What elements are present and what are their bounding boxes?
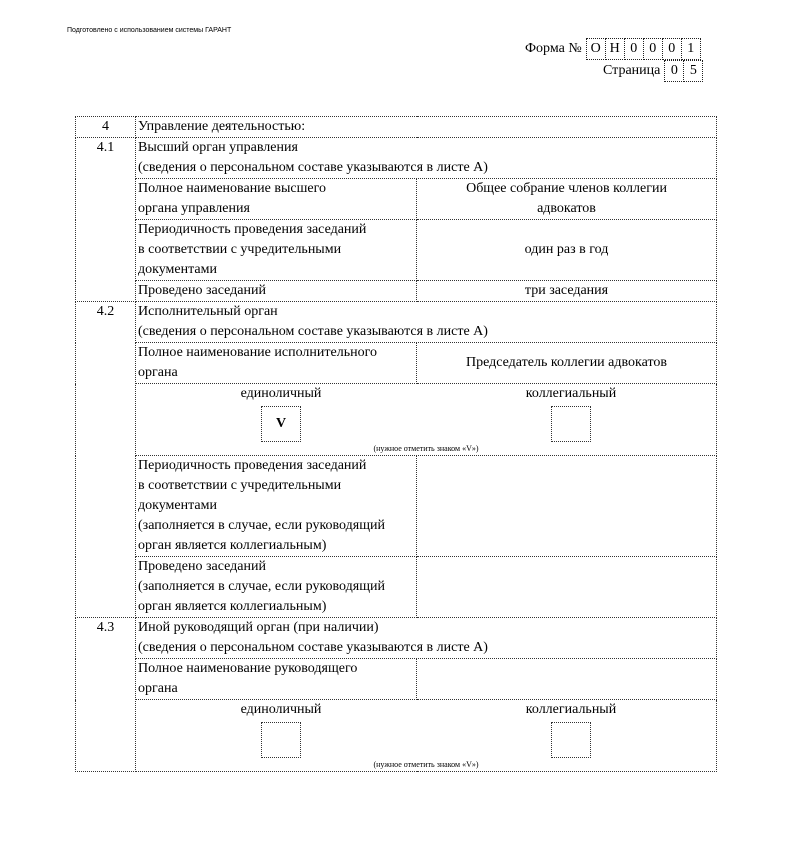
section-number: 4.1 [76,138,136,302]
label-line: в соответствии с учредительными [138,242,342,257]
field-row [76,220,717,281]
section-note: (сведения о персональном составе указываются в листе А) [138,324,488,339]
collegial-checkbox[interactable] [551,722,591,758]
management-table [75,116,717,772]
field-label [136,557,417,618]
label-line: орган является коллегиальным) [138,599,327,614]
sole-label: единоличный [240,386,322,401]
section-note: (сведения о персональном составе указываются в листе А) [138,160,488,175]
section-number: 4.3 [76,618,136,772]
label-line: органа [138,681,178,696]
section-number: 4 [76,117,136,138]
value-line: адвокатов [537,201,596,216]
section-note: (сведения о персональном составе указываются в листе А) [138,640,488,655]
field-value[interactable]: три заседания [417,281,717,302]
label-line: Полное наименование высшего [138,181,327,196]
collegial-checkbox[interactable] [551,406,591,442]
section-4-row [76,117,717,138]
label-line: документами [138,262,217,277]
label-line: документами [138,498,217,513]
field-row [76,456,717,557]
collegial-option [426,700,716,758]
form-code-cell: О [586,38,606,60]
field-label [136,456,417,557]
section-title: Иной руководящий орган (при наличии) [138,620,379,635]
sole-label: единоличный [240,702,322,717]
page-number-cell: 5 [683,60,703,82]
form-number-label: Форма № [525,41,582,56]
field-row [76,179,717,220]
field-label [136,220,417,281]
section-number: 4.2 [76,302,136,618]
form-number-row [525,38,701,60]
field-value[interactable]: один раз в год [417,220,717,281]
label-line: Полное наименование исполнительного [138,345,377,360]
page-number-row [603,60,703,82]
label-line: органа управления [138,201,250,216]
prepared-note: Подготовлено с использованием системы ГАРАНТ [67,27,232,34]
field-row [76,343,717,384]
label-line: Периодичность проведения заседаний [138,222,367,237]
field-value[interactable] [417,456,717,557]
field-value[interactable] [417,557,717,618]
label-line: Периодичность проведения заседаний [138,458,367,473]
mark-hint: (нужное отметить знаком «V») [373,444,479,453]
label-line: (заполняется в случае, если руководящий [138,579,385,594]
label-line: орган является коллегиальным) [138,538,327,553]
type-choice-row [76,384,717,456]
collegial-label: коллегиальный [525,702,617,717]
section-title: Управление деятельностью: [136,117,717,138]
label-line: органа [138,365,178,380]
form-code-cell: Н [605,38,625,60]
mark-hint: (нужное отметить знаком «V») [373,760,479,769]
value-line: Общее собрание членов коллегии [466,181,667,196]
field-value[interactable] [417,179,717,220]
collegial-label: коллегиальный [525,386,617,401]
section-title: Высший орган управления [138,140,298,155]
section-4-2-header [76,302,717,343]
section-title-cell [136,138,717,179]
section-title: Исполнительный орган [138,304,278,319]
type-choice-group [136,700,716,758]
section-title-cell [136,302,717,343]
form-code-cell: 0 [624,38,644,60]
type-choice-group [136,384,716,442]
label-line: Полное наименование руководящего [138,661,358,676]
sole-option [136,700,426,758]
type-choice-cell [136,384,717,456]
field-value[interactable] [417,659,717,700]
field-row [76,659,717,700]
field-label [136,343,417,384]
page-number-cell: 0 [664,60,684,82]
section-title-cell [136,618,717,659]
type-choice-row [76,700,717,772]
page-number-label: Страница [603,63,661,78]
type-choice-cell [136,700,717,772]
field-label [136,179,417,220]
field-value[interactable]: Председатель коллегии адвокатов [417,343,717,384]
field-row [76,281,717,302]
field-row [76,557,717,618]
label-line: Проведено заседаний [138,559,266,574]
form-code-cell: 1 [681,38,701,60]
field-label [136,659,417,700]
sole-option [136,384,426,442]
label-line: (заполняется в случае, если руководящий [138,518,385,533]
section-4-1-header [76,138,717,179]
collegial-option [426,384,716,442]
sole-checkbox[interactable] [261,722,301,758]
sole-checkbox[interactable]: V [261,406,301,442]
form-code-cell: 0 [662,38,682,60]
field-label: Проведено заседаний [136,281,417,302]
section-4-3-header [76,618,717,659]
form-code-cell: 0 [643,38,663,60]
label-line: в соответствии с учредительными [138,478,342,493]
